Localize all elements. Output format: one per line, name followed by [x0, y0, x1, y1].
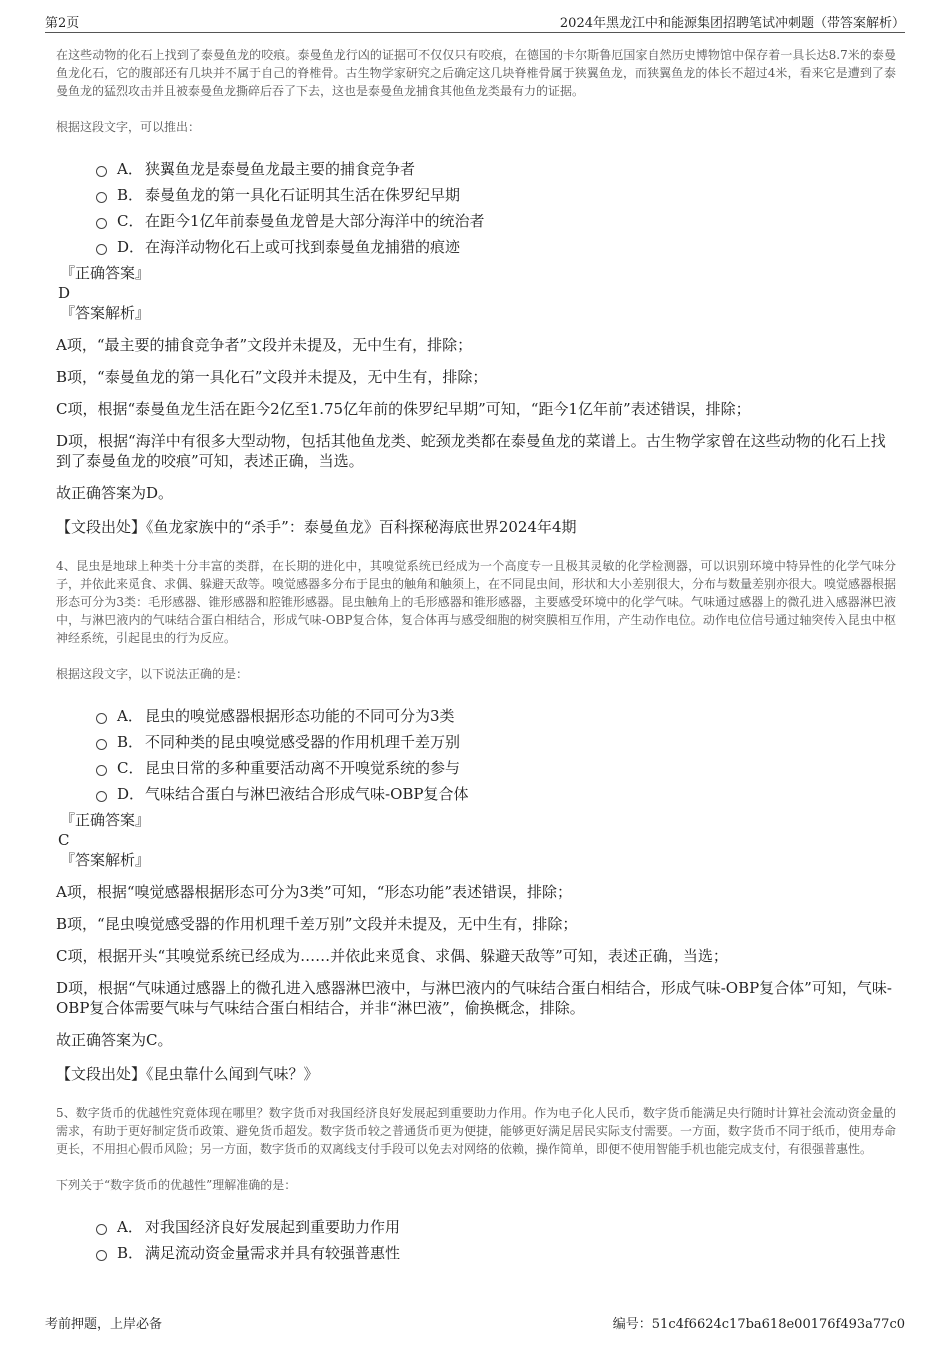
q4-answer-label: 『正确答案』 — [60, 811, 151, 829]
q5-prompt: 下列关于“数字货币的优越性”理解准确的是： — [56, 1178, 297, 1192]
q4-analysis-conclusion: 故正确答案为C。 — [56, 1031, 173, 1049]
q4-option-d[interactable]: D． 气味结合蛋白与淋巴液结合形成气味-OBP复合体 — [96, 780, 896, 806]
document-title: 2024年黑龙江中和能源集团招聘笔试冲刺题（带答案解析） — [559, 16, 905, 31]
q3-source: 【文段出处】《鱼龙家族中的“杀手”：泰曼鱼龙》百科探秘海底世界2024年4期 — [56, 518, 577, 536]
radio-icon[interactable] — [96, 166, 107, 177]
radio-icon[interactable] — [96, 739, 107, 750]
q4-prompt: 根据这段文字，以下说法正确的是： — [56, 667, 249, 681]
page-number: 第2页 — [45, 16, 80, 31]
q3-analysis-c: C项，根据“泰曼鱼龙生活在距今2亿至1.75亿年前的侏罗纪早期”可知，“距今1亿年前”表述错误，排除； — [56, 400, 751, 418]
q4-analysis-label: 『答案解析』 — [60, 851, 151, 869]
q3-analysis-a: A项，“最主要的捕食竞争者”文段并未提及，无中生有，排除； — [56, 336, 473, 354]
radio-icon[interactable] — [96, 192, 107, 203]
q3-passage: 在这些动物的化石上找到了泰曼鱼龙的咬痕。泰曼鱼龙行凶的证据可不仅仅只有咬痕，在德国的卡尔斯鲁厄国家自然历史博物馆中保存着一具长达8.7米的泰曼鱼龙化石，它的腹部还有几块并不属于自己的脊椎骨。古生物学家研究之后确定这几块脊椎骨属于狭翼鱼龙，而狭翼鱼龙的体长不超过4米，看来它是遭到了泰曼鱼龙的猛烈攻击并且被泰曼鱼龙撕碎后吞了下去，这也是泰曼鱼龙捕食其他鱼龙类最有力的证据。 — [56, 48, 896, 98]
page-content — [56, 46, 896, 1269]
radio-icon[interactable] — [96, 218, 107, 229]
radio-icon[interactable] — [96, 1224, 107, 1235]
q4-source: 【文段出处】《昆虫靠什么闻到气味？》 — [56, 1065, 319, 1083]
q5-options — [96, 1213, 896, 1265]
radio-icon[interactable] — [96, 791, 107, 802]
q3-answer-label: 『正确答案』 — [60, 264, 151, 282]
q4-option-c[interactable]: C． 昆虫日常的多种重要活动离不开嗅觉系统的参与 — [96, 754, 896, 780]
q3-analysis-label: 『答案解析』 — [60, 304, 151, 322]
q4-options — [96, 702, 896, 806]
q3-options — [96, 155, 896, 259]
q5-option-b[interactable]: B． 满足流动资金量需求并具有较强普惠性 — [96, 1239, 896, 1265]
page-header — [45, 12, 905, 33]
q4-analysis-d: D项，根据“气味通过感器上的微孔进入感器淋巴液中，与淋巴液内的气味结合蛋白相结合，形成气味-OBP复合体”可知，气味-OBP复合体需要气味与气味结合蛋白相结合，并非“淋巴液”，偷换概念，排除。 — [56, 979, 892, 1017]
q3-option-c[interactable]: C． 在距今1亿年前泰曼鱼龙曾是大部分海洋中的统治者 — [96, 207, 896, 233]
q3-option-b[interactable]: B． 泰曼鱼龙的第一具化石证明其生活在侏罗纪早期 — [96, 181, 896, 207]
q3-option-a[interactable]: A． 狭翼鱼龙是泰曼鱼龙最主要的捕食竞争者 — [96, 155, 896, 181]
q3-analysis-conclusion: 故正确答案为D。 — [56, 484, 174, 502]
q4-option-a[interactable]: A． 昆虫的嗅觉感器根据形态功能的不同可分为3类 — [96, 702, 896, 728]
q5-passage: 5、数字货币的优越性究竟体现在哪里？数字货币对我国经济良好发展起到重要助力作用。作为电子化人民币，数字货币能满足央行随时计算社会流动资金量的需求，有助于更好制定货币政策、避免货币超发。数字货币较之普通货币更为便捷，能够更好满足居民实际支付需要。一方面，数字货币不同于纸币，使用寿命更长，不用担心假币风险；另一方面，数字货币的双离线支付手段可以免去对网络的依赖，操作简单，即便不使用智能手机也能完成支付，有很强普惠性。 — [56, 1106, 897, 1156]
q3-analysis-b: B项，“泰曼鱼龙的第一具化石”文段并未提及，无中生有，排除； — [56, 368, 488, 386]
q4-passage: 4、昆虫是地球上种类十分丰富的类群，在长期的进化中，其嗅觉系统已经成为一个高度专一且极其灵敏的化学检测器，可以识别环境中特异性的化学气味分子，并依此来觅食、求偶、躲避天敌等。嗅觉感器多分布于昆虫的触角和触须上，在不同昆虫间，形状和大小差别很大，分布与数量差别亦很大。嗅觉感器根据形态可分为3类：毛形感器、锥形感器和腔锥形感器。昆虫触角上的毛形感器和锥形感器，主要感受环境中的化学气味。气味通过感器上的微孔进入感器淋巴液中，与淋巴液内的气味结合蛋白相结合，形成气味-OBP复合体，复合体再与感受细胞的树突膜相互作用，产生动作电位。动作电位信号通过轴突传入昆虫中枢神经系统，引起昆虫的行为反应。 — [56, 559, 897, 645]
q5-option-a[interactable]: A． 对我国经济良好发展起到重要助力作用 — [96, 1213, 896, 1239]
footer-slogan: 考前押题，上岸必备 — [45, 1317, 163, 1332]
q4-option-b[interactable]: B． 不同种类的昆虫嗅觉感受器的作用机理千差万别 — [96, 728, 896, 754]
radio-icon[interactable] — [96, 1250, 107, 1261]
q4-analysis-c: C项，根据开头“其嗅觉系统已经成为……并依此来觅食、求偶、躲避天敌等”可知，表述正确，当选； — [56, 947, 728, 965]
document-id: 编号：51c4f6624c17ba618e00176f493a77c0 — [612, 1317, 905, 1332]
q4-analysis-b: B项，“昆虫嗅觉感受器的作用机理千差万别”文段并未提及，无中生有，排除； — [56, 915, 578, 933]
radio-icon[interactable] — [96, 765, 107, 776]
q3-option-d[interactable]: D． 在海洋动物化石上或可找到泰曼鱼龙捕猎的痕迹 — [96, 233, 896, 259]
q3-prompt: 根据这段文字，可以推出： — [56, 120, 201, 134]
q4-analysis-a: A项，根据“嗅觉感器根据形态可分为3类”可知，“形态功能”表述错误，排除； — [56, 883, 573, 901]
radio-icon[interactable] — [96, 713, 107, 724]
q3-analysis-d: D项，根据“海洋中有很多大型动物，包括其他鱼龙类、蛇颈龙类都在泰曼鱼龙的菜谱上。古生物学家曾在这些动物的化石上找到了泰曼鱼龙的咬痕”可知，表述正确，当选。 — [56, 432, 886, 470]
q4-answer: C — [58, 831, 70, 849]
radio-icon[interactable] — [96, 244, 107, 255]
q3-answer: D — [58, 284, 71, 302]
